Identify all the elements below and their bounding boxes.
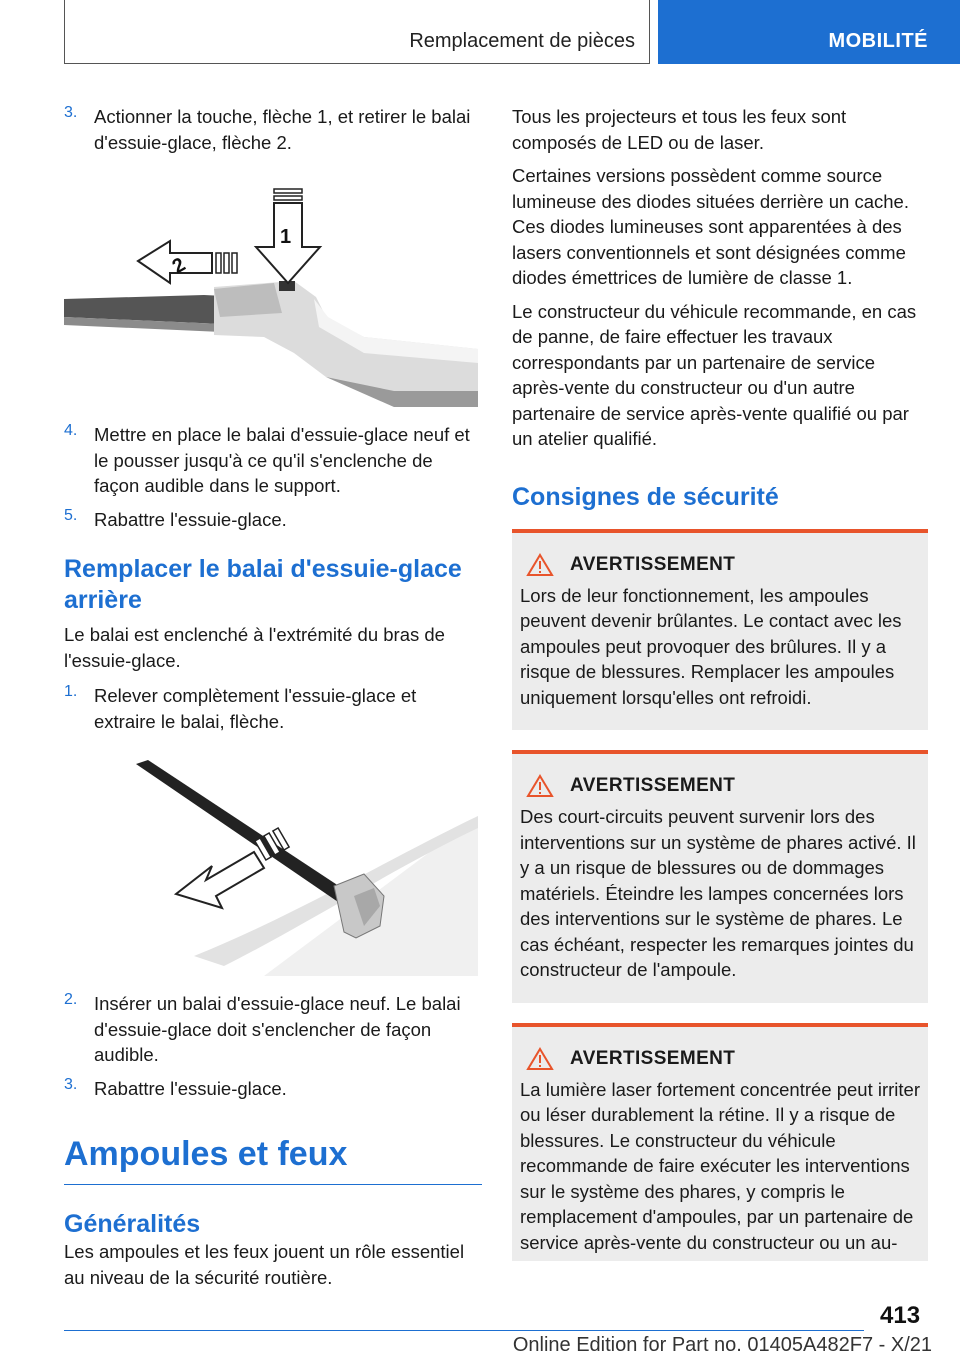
rear-intro-text: Le balai est enclenché à l'extrémité du bras de l'essuie-glace. bbox=[64, 624, 445, 671]
bulbs-heading: Ampoules et feux bbox=[64, 1135, 482, 1185]
step-text: Rabattre l'essuie-glace. bbox=[94, 508, 287, 530]
chapter-title: MOBILITÉ bbox=[828, 30, 928, 52]
step-text: Mettre en place le balai d'essuie-glace neuf et le pousser jusqu'à ce qu'il s'enclenche de façon audible dans le support. bbox=[94, 424, 470, 496]
warning-header bbox=[520, 774, 920, 798]
rear-wiper-illustration bbox=[64, 756, 478, 976]
section-title: Remplacement de pièces bbox=[409, 30, 635, 52]
warning-header bbox=[520, 1047, 920, 1071]
fig-label-1: 1 bbox=[280, 226, 292, 248]
warning-box bbox=[512, 750, 928, 1003]
step-number: 5. bbox=[64, 506, 78, 524]
step-item bbox=[64, 507, 482, 533]
edition-text: Online Edition for Part no. 01405A482F7 - X/21 bbox=[512, 1334, 932, 1356]
warning-text: Lors de leur fonctionnement, les ampoules peuvent devenir brûlantes. Le contact avec les ampoules peut provoquer des brûlures. Il y a risque de blessures. Remplacer les ampoules uniquement lorsqu'elles ont refroidi. bbox=[520, 584, 902, 708]
page-number: 413 bbox=[880, 1302, 921, 1329]
chapter-tab bbox=[658, 0, 960, 64]
front-wiper-illustration bbox=[64, 177, 478, 407]
rear-wiper-heading: Remplacer le balai d'essuie-glace arrière bbox=[64, 555, 462, 614]
step-number: 2. bbox=[64, 991, 78, 1008]
warning-triangle-icon bbox=[526, 1047, 554, 1071]
paragraph: Le constructeur du véhicule recommande, en cas de panne, de faire effectuer les travaux correspondants par un partenaire de service après-vente du constructeur ou d'un autre partenaire de service après-vente qualifié ou par un atelier qualifié. bbox=[512, 300, 917, 449]
warning-header bbox=[520, 553, 920, 577]
paragraph: Certaines versions possèdent comme source lumineuse des diodes situées derrière un cache. Ces diodes lumineuses sont apparentées à des lasers conventionnels et sont désignées comme diodes émettrices de lumière de classe 1. bbox=[512, 165, 909, 288]
step-item bbox=[64, 1076, 482, 1102]
warning-title: AVERTISSEMENT bbox=[570, 553, 736, 575]
warning-triangle-icon bbox=[526, 553, 554, 577]
step-number: 1. bbox=[64, 683, 78, 700]
warning-text: Des court-circuits peuvent survenir lors des interventions sur un système de phares activé. Il y a un risque de blessures ou de dommages matériels. Éteindre les lampes concernées lors des interventions sur le système de phares. Le cas échéant, respecter les remarques jointes du constructeur de l'ampoule. bbox=[520, 806, 916, 980]
warning-box bbox=[512, 1023, 928, 1262]
step-item bbox=[64, 422, 482, 499]
section-tab bbox=[64, 0, 650, 64]
step-number: 4. bbox=[64, 422, 78, 439]
warning-title: AVERTISSEMENT bbox=[570, 775, 736, 796]
step-item bbox=[64, 991, 482, 1068]
step-text: Rabattre l'essuie-glace. bbox=[94, 1077, 287, 1099]
footer-divider bbox=[64, 1330, 864, 1331]
step-text: Insérer un balai d'essuie-glace neuf. Le balai d'essuie-glace doit s'enclencher de façon audible. bbox=[94, 993, 461, 1065]
warning-triangle-icon bbox=[526, 774, 554, 798]
warning-title: AVERTISSEMENT bbox=[570, 1047, 736, 1069]
paragraph: Tous les projecteurs et tous les feux sont composés de LED ou de laser. bbox=[512, 106, 847, 153]
step-text: Actionner la touche, flèche 1, et retirer le balai d'essuie-glace, flèche 2. bbox=[94, 106, 471, 153]
step-item bbox=[64, 683, 482, 734]
general-text: Les ampoules et les feux jouent un rôle essentiel au niveau de la sécurité routière. bbox=[64, 1241, 465, 1288]
warning-box bbox=[512, 529, 928, 731]
safety-heading: Consignes de sécurité bbox=[512, 482, 779, 511]
warning-text: La lumière laser fortement concentrée peut irriter ou léser durablement la rétine. Il y a risque de blessures. Le constructeur du véhicule recommande de faire exécuter les interventions sur le système des phares, y compris le remplacement d'ampoules, par un partenaire de service après-vente du constructeur ou un au- bbox=[520, 1078, 920, 1253]
step-text: Relever complètement l'essuie-glace et extraire le balai, flèche. bbox=[94, 685, 417, 732]
fig-label-2: 2 bbox=[168, 253, 190, 279]
step-item bbox=[64, 104, 482, 155]
step-number: 3. bbox=[64, 1075, 78, 1093]
page-header bbox=[64, 0, 960, 64]
step-number: 3. bbox=[64, 104, 78, 121]
general-heading: Généralités bbox=[64, 1210, 201, 1238]
left-column bbox=[64, 104, 482, 1290]
right-column bbox=[512, 104, 928, 1261]
